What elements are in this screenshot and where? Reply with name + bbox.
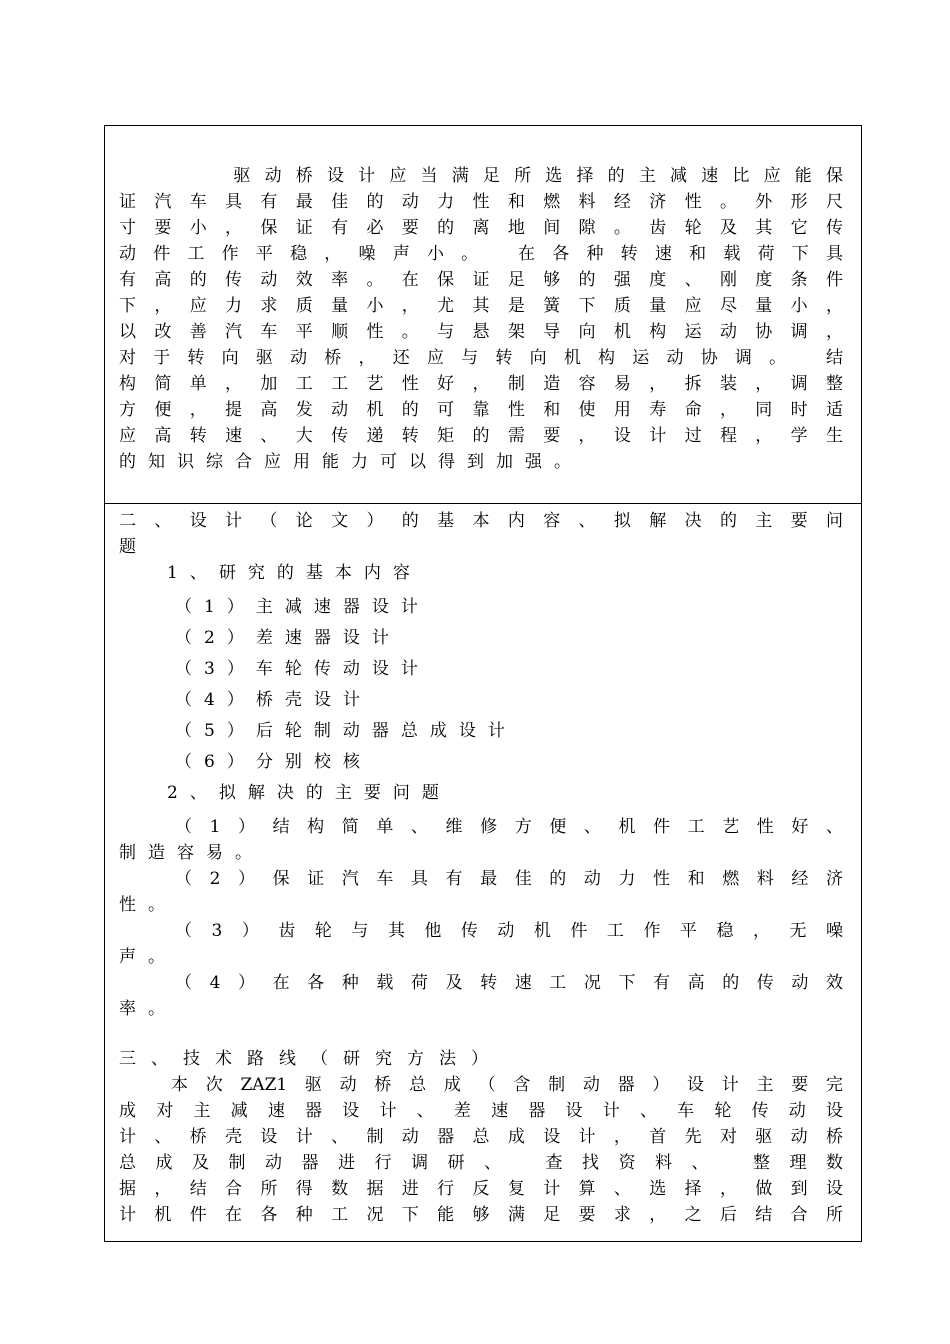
section2-heading-cont: 题 [119, 537, 136, 557]
para1-line-2: 证汽车具有最佳的动力性和燃料经济性。外形尺 [119, 192, 843, 212]
para1-line-7: 以改善汽车平顺性。与悬架导向机构运动协调， [119, 322, 843, 342]
item-3: （3）车轮传动设计 [175, 659, 430, 679]
para3-line-6: 计机件在各种工况下能够满足要求，之后结合所 [119, 1205, 843, 1225]
para1-line-6: 下，应力求质量小，尤其是簧下质量应尽量小， [119, 296, 843, 316]
item-6: （6）分别校核 [175, 752, 372, 772]
subheading-main-problems: 2、拟解决的主要问题 [167, 783, 451, 803]
para3-line-5: 据，结合所得数据进行反复计算、选择，做到设 [119, 1179, 843, 1199]
problem-4: （4）在各种载荷及转速工况下有高的传动效 [175, 973, 843, 993]
problem-2-cont: 性。 [119, 895, 177, 915]
problem-1: （1）结构简单、维修方便、机件工艺性好、 [175, 817, 843, 837]
para1-line-3: 寸要小，保证有必要的离地间隙。齿轮及其它传 [119, 218, 843, 238]
problem-4-cont: 率。 [119, 999, 177, 1019]
item-4: （4）桥壳设计 [175, 690, 372, 710]
para3-line-3: 计、桥壳设计、制动器总成设计，首先对驱动桥 [119, 1127, 843, 1147]
para1-line-12: 的知识综合应用能力可以得到加强。 [119, 452, 583, 472]
para1-line-11: 应高转速、大传递转矩的需要，设计过程，学生 [119, 426, 843, 446]
section-divider [105, 503, 861, 504]
item-5: （5）后轮制动器总成设计 [175, 721, 517, 741]
para1-line-10: 方便，提高发动机的可靠性和使用寿命，同时适 [119, 400, 843, 420]
item-1: （1）主减速器设计 [175, 597, 430, 617]
para1-line-1: 驱动桥设计应当满足所选择的主减速比应能保 [171, 166, 843, 186]
section3-heading: 三、技术路线（研究方法） [119, 1049, 503, 1069]
para3-line-4: 总成及制动器进行调研、 查找资料、 整理数 [119, 1153, 843, 1173]
section2-heading: 二、设计（论文）的基本内容、拟解决的主要问 [119, 511, 843, 531]
para3-line-1: 本次ZAZ1驱动桥总成（含制动器）设计主要完 [171, 1075, 843, 1095]
document-frame [104, 125, 862, 1242]
problem-3: （3）齿轮与其他传动机件工作平稳，无噪 [175, 921, 843, 941]
problem-1-cont: 制造容易。 [119, 843, 264, 863]
para1-line-9: 构简单，加工工艺性好，制造容易，拆装，调整 [119, 374, 843, 394]
para3-line-2: 成对主减速器设计、差速器设计、车轮传动设 [119, 1101, 843, 1121]
para1-line-8: 对于转向驱动桥，还应与转向机构运动协调。 结 [119, 348, 843, 368]
item-2: （2）差速器设计 [175, 628, 401, 648]
para1-line-5: 有高的传动效率。在保证足够的强度、刚度条件 [119, 270, 843, 290]
subheading-basic-content: 1、研究的基本内容 [167, 563, 422, 583]
para1-line-4: 动件工作平稳，噪声小。 在各种转速和载荷下具 [119, 244, 843, 264]
problem-2: （2）保证汽车具有最佳的动力性和燃料经济 [175, 869, 843, 889]
problem-3-cont: 声。 [119, 947, 177, 967]
